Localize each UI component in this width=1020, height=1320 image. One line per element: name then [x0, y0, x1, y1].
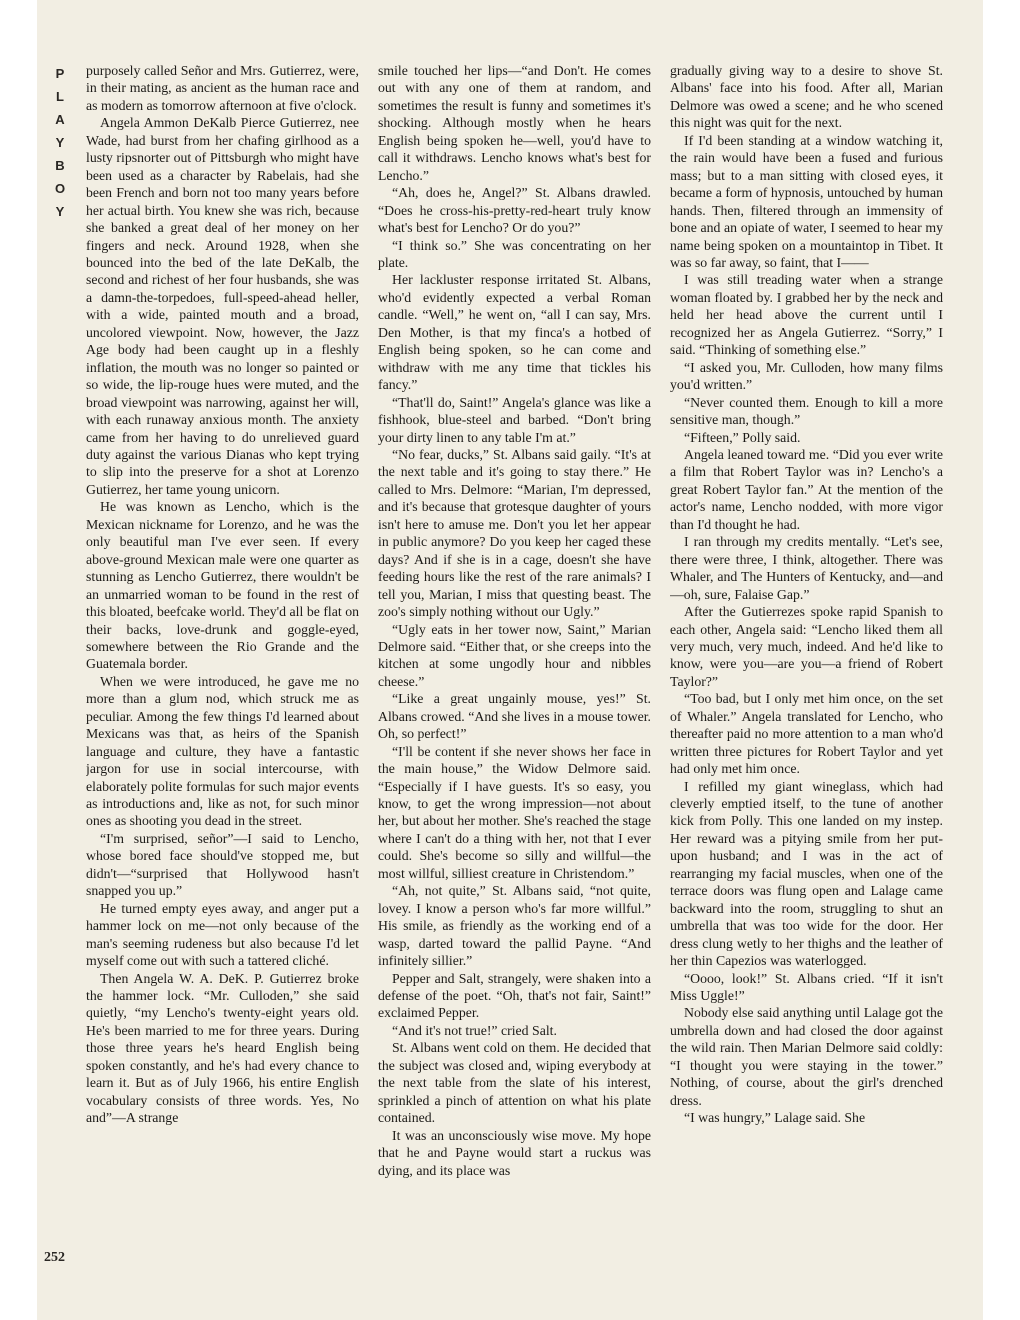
- text-column-2: [378, 62, 651, 1282]
- paragraph: I refilled my giant wineglass, which had cleverly emptied itself, to the tune of another kick from Polly. This one landed on my instep. Her reward was a pitying smile from her put-upon husband; and I was in the act of rearranging my facial muscles, when one of the terrace doors was flung open and Lalage came backward into the room, struggling to shut an umbrella that was too wide for the door. Her dress clung wetly to her thighs and the leather of her thin Capezios was waterlogged.: [670, 778, 943, 969]
- sidebar-letter: B: [55, 158, 65, 173]
- sidebar-letter: O: [54, 181, 66, 196]
- paragraph: “Like a great ungainly mouse, yes!” St. Albans crowed. “And she lives in a mouse tower. Oh, so perfect!”: [378, 691, 651, 742]
- paragraph: St. Albans went cold on them. He decided that the subject was closed and, wiping everybody at the next table from the slate of his interest, sprinkled a pinch of attention on what his plate contained.: [378, 1040, 651, 1126]
- paragraph: It was an unconsciously wise move. My hope that he and Payne would start a ruckus was dying, and its place was: [378, 1127, 651, 1178]
- sidebar-letter: L: [56, 89, 64, 104]
- magazine-sidebar-logo: [52, 62, 68, 223]
- paragraph: “No fear, ducks,” St. Albans said gaily. “It's at the next table and it's going to stay there.” He called to Mrs. Delmore: “Marian, I'm depressed, and it's because that grotesque daughter of yours isn't here to amuse me. Don't you let her appear in public anymore? Do you keep her caged these days? And if she is in a cage, doesn't she have feeding hours like the rest of the rare animals? I tell you, Marian, I miss that questing beast. The zoo's simply nothing without our Ugly.”: [378, 446, 651, 620]
- paragraph: Angela leaned toward me. “Did you ever write a film that Robert Taylor was in? Lencho's a great Robert Taylor fan.” At the mention of the actor's name, Lencho nodded, with more vigor than I'd thought he had.: [670, 446, 943, 532]
- paragraph: He was known as Lencho, which is the Mexican nickname for Lorenzo, and he was the only beautiful man I've ever seen. If every above-ground Mexican male were one quarter as stunning as Lencho Gutierrez, there wouldn't be an unmarried woman to be found in the rest of this bloated, beefcake world. They'd all be flat on their backs, love-drunk and goggle-eyed, somewhere between the Rio Grande and the Guatemala border.: [86, 499, 359, 672]
- paragraph: When we were introduced, he gave me no more than a glum nod, which struck me as peculiar. Among the few things I'd learned about Mexicans was that, as heirs of the Spanish language and culture, they have a fantastic jargon for use in social intercourse, with elaborately polite formulas for such major events as introductions and, like as not, for such minor ones as shooting you dead in the street.: [86, 673, 359, 829]
- paragraph: gradually giving way to a desire to shove St. Albans' face into his food. After all, Marian Delmore was owed a scene; and he who scened this night was quit for the next.: [670, 63, 943, 131]
- paragraph: Angela Ammon DeKalb Pierce Gutierrez, nee Wade, had burst from her chafing girlhood as a lusty ripsnorter out of Pittsburgh who might have been used as a character by Rabelais, had she been French and born not too many years before her actual birth. You knew she was rich, because she banked a great deal of her money on her fingers and neck. Around 1928, when she bounced into the bed of the late DeKalb, the second and richest of her four husbands, she was a damn-the-torpedoes, full-speed-ahead heller, with a wide, painted mouth and a broad, uncolored viewpoint. Now, however, the Jazz Age body had been caught up in a fleshly inflation, the mouth was no longer so painted or so wide, the lip-rouge hues were muted, and the broad viewpoint was narrowing, against her will, with each runaway anxious month. The anxiety came from her having to do unrelieved guard duty against the various Dianas who kept trying to slip into the preserve for a shot at Lorenzo Gutierrez, her tame young unicorn.: [86, 115, 359, 497]
- paragraph: Pepper and Salt, strangely, were shaken into a defense of the poet. “Oh, that's not fair, Saint!” exclaimed Pepper.: [378, 970, 651, 1021]
- paragraph: Her lackluster response irritated St. Albans, who'd evidently expected a verbal Roman candle. “Well,” he went on, “all I can say, Mrs. Den Mother, is that my finca's a hotbed of English being spoken, so he can come and withdraw with me any time that tickles his fancy.”: [378, 272, 651, 393]
- paragraph: “Too bad, but I only met him once, on the set of Whaler.” Angela translated for Lencho, who thereafter paid no more attention to a man who'd written three pictures for Robert Taylor and yet had only met him once.: [670, 691, 943, 777]
- paragraph: “I'm surprised, señor”—I said to Lencho, whose bored face should've stopped me, but didn't—“surprised that Hollywood hasn't snapped you up.”: [86, 830, 359, 899]
- paragraph: “I think so.” She was concentrating on her plate.: [378, 237, 651, 270]
- paragraph: “And it's not true!” cried Salt.: [392, 1022, 557, 1038]
- paragraph: smile touched her lips—“and Don't. He comes out with any one of them at random, and sometimes the result is funny and sometimes it's shocking. Although mostly when he hears English being spoken he—well, you'd have to call it withdraws. Lencho knows what's best for Lencho.”: [378, 63, 651, 183]
- paragraph: “Ah, not quite,” St. Albans said, “not quite, lovey. I know a person who's far more willful.” His smile, as friendly as the working end of a wasp, darted toward the pallid Payne. “And infinitely sillier.”: [378, 883, 651, 969]
- paragraph: “Never counted them. Enough to kill a more sensitive man, though.”: [670, 394, 943, 428]
- paragraph: “Ugly eats in her tower now, Saint,” Marian Delmore said. “Either that, or she creeps into the kitchen at some ungodly hour and nibbles cheese.”: [378, 621, 651, 689]
- paragraph: Then Angela W. A. DeK. P. Gutierrez broke the hammer lock. “Mr. Culloden,” she said quietly, “my Lencho's twenty-eight years old. He's been married to me for three years. During those three years he's heard English being spoken constantly, and he's had every chance to learn it. But as of July 1966, his entire English vocabulary consists of three words. Yes, No and”—A strange: [86, 970, 359, 1126]
- paragraph: If I'd been standing at a window watching it, the rain would have been a fused and furious mass; but to a man sitting with closed eyes, it became a form of hypnosis, untouched by human hands. Then, filtered through an immensity of bone and an opiate of water, I seemed to hear my name being spoken on a mountaintop in Tibet. It was so far away, so faint, that I——: [670, 132, 943, 270]
- paragraph: He turned empty eyes away, and anger put a hammer lock on me—not only because of the man's seeming rudeness but also because I'd let myself come out with such a tattered cliché.: [86, 900, 359, 969]
- sidebar-letter: A: [55, 112, 65, 127]
- paragraph: I ran through my credits mentally. “Let's see, there were three, I think, altogether. There was Whaler, and The Hunters of Kentucky, and—and—oh, sure, Falaise Gap.”: [670, 534, 943, 602]
- paragraph: After the Gutierrezes spoke rapid Spanish to each other, Angela said: “Lencho liked them all very much, very much, indeed. And he'd like to know, were you—are you—a friend of Robert Taylor?”: [670, 604, 943, 689]
- paragraph: “Fifteen,” Polly said.: [684, 429, 801, 445]
- sidebar-letter: Y: [55, 135, 65, 150]
- text-column-3: [670, 62, 943, 1282]
- paragraph: “I'll be content if she never shows her face in the main house,” the Widow Delmore said. “Especially if I have guests. It's so easy, you know, to get the wrong impression—not about her, but about her mother. She's reached the stage where I can't do a thing with her, not that I ever could. She's become so silly and willful—the most willful, silliest creature in Christendom.”: [378, 743, 651, 881]
- paragraph: “Oooo, look!” St. Albans cried. “If it isn't Miss Uggle!”: [670, 970, 943, 1004]
- text-column-1: [86, 62, 359, 1282]
- paragraph: I was still treading water when a strange woman floated by. I grabbed her by the neck and held her head above the current until I recognized her as Angela Gutierrez. “Sorry,” I said. “Thinking of something else.”: [670, 272, 943, 358]
- sidebar-letter: P: [55, 66, 65, 81]
- sidebar-letter: Y: [55, 204, 65, 219]
- paragraph: purposely called Señor and Mrs. Gutierrez, were, in their mating, as ancient as the human race and as modern as tomorrow afternoon at five o'clock.: [86, 63, 359, 113]
- page-number: 252: [44, 1250, 65, 1265]
- paragraph: Nobody else said anything until Lalage got the umbrella down and had closed the door against the wild rain. Then Marian Delmore said coldly: “I thought you were staying in the tower.” Nothing, of course, about the girl's drenched dress.: [670, 1005, 943, 1108]
- paragraph: “I asked you, Mr. Culloden, how many films you'd written.”: [670, 359, 943, 393]
- paragraph: “I was hungry,” Lalage said. She: [684, 1110, 866, 1126]
- paragraph: “Ah, does he, Angel?” St. Albans drawled. “Does he cross-his-pretty-red-heart truly know what's best for Lencho? Or do you?”: [378, 185, 651, 236]
- paragraph: “That'll do, Saint!” Angela's glance was like a fishhook, blue-steel and barbed. “Don't bring your dirty linen to any table I'm at.”: [378, 394, 651, 445]
